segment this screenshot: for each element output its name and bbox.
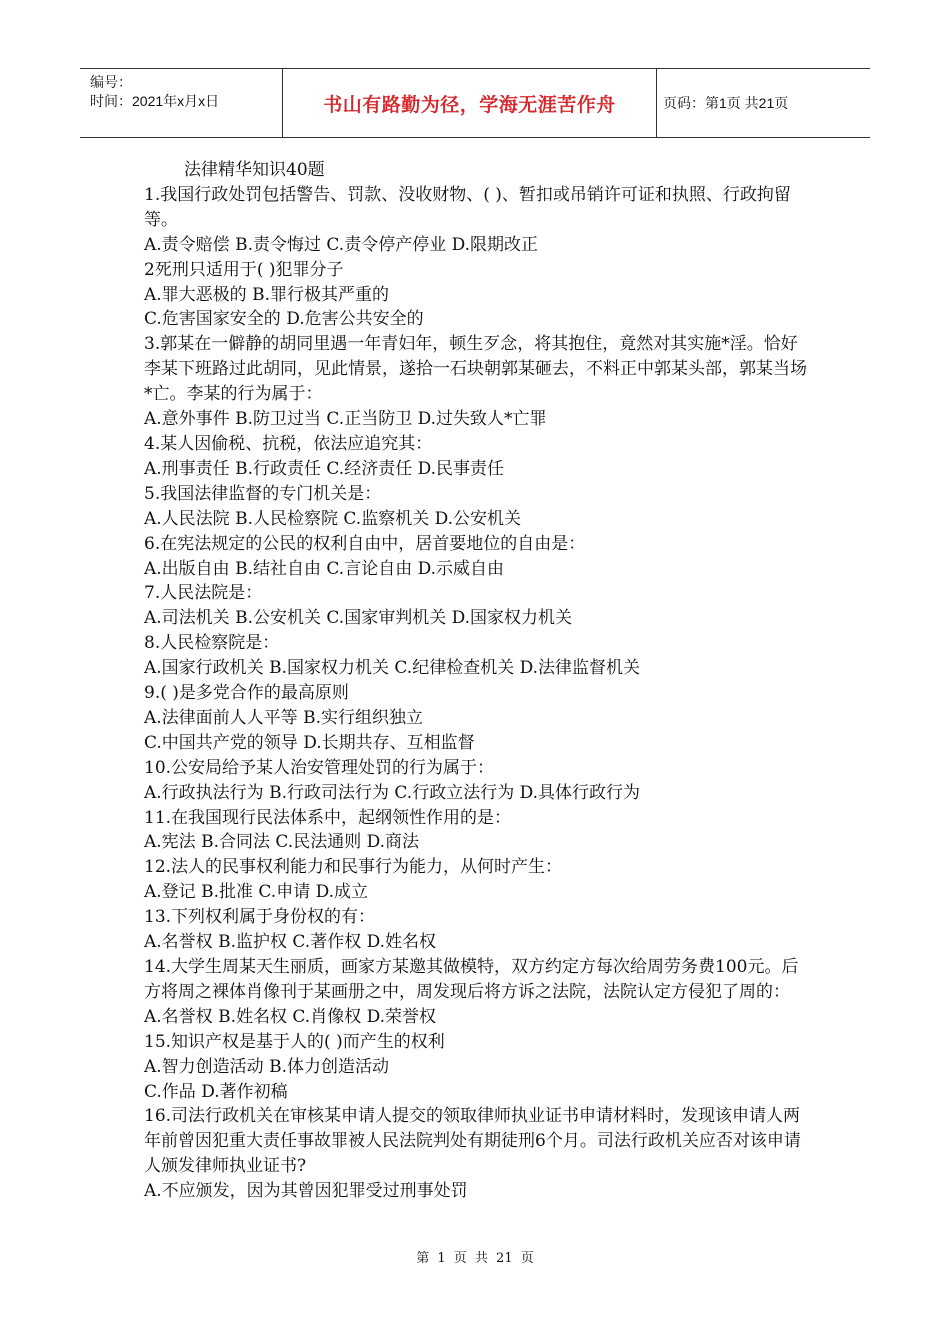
page-footer: 第 1 页 共 21 页 [416, 1251, 534, 1266]
document-date-label: 时间：2021年x月x日 [90, 93, 220, 109]
answer-options: A.司法机关 B.公安机关 C.国家审判机关 D.国家权力机关 [144, 608, 573, 629]
question-text: 2死刑只适用于( )犯罪分子 [144, 259, 344, 280]
question-text: 15.知识产权是基于人的( )而产生的权利 [144, 1031, 445, 1052]
answer-options: A.名誉权 B.姓名权 C.肖像权 D.荣誉权 [144, 1006, 437, 1027]
answer-options: C.危害国家安全的 D.危害公共安全的 [144, 309, 424, 330]
answer-options: A.责令赔偿 B.责令悔过 C.责令停产停业 D.限期改正 [144, 234, 539, 255]
document-body [144, 158, 814, 1204]
answer-options: A.登记 B.批准 C.申请 D.成立 [144, 882, 369, 903]
answer-options: A.不应颁发，因为其曾因犯罪受过刑事处罚 [144, 1181, 468, 1202]
question-text: 10.公安局给予某人治安管理处罚的行为属于： [144, 757, 495, 778]
answer-options: A.名誉权 B.监护权 C.著作权 D.姓名权 [144, 932, 437, 953]
answer-options: A.刑事责任 B.行政责任 C.经济责任 D.民事责任 [144, 458, 505, 479]
answer-options: A.人民法院 B.人民检察院 C.监察机关 D.公安机关 [144, 508, 522, 529]
answer-options: A.罪大恶极的 B.罪行极其严重的 [144, 284, 389, 305]
question-text: 9.( )是多党合作的最高原则 [144, 683, 349, 704]
answer-options: A.宪法 B.合同法 C.民法通则 D.商法 [144, 832, 420, 853]
answer-options: A.国家行政机关 B.国家权力机关 C.纪律检查机关 D.法律监督机关 [144, 658, 641, 679]
header-motto: 书山有路勤为径，学海无涯苦作舟 [323, 93, 616, 116]
question-text: 7.人民法院是： [144, 583, 263, 604]
answer-options: C.中国共产党的领导 D.长期共存、互相监督 [144, 732, 475, 753]
header-page-cell [657, 69, 870, 137]
answer-options: A.法律面前人人平等 B.实行组织独立 [144, 707, 423, 728]
question-text: 5.我国法律监督的专门机关是： [144, 483, 382, 504]
answer-options: A.行政执法行为 B.行政司法行为 C.行政立法行为 D.具体行政行为 [144, 782, 641, 803]
answer-options: C.作品 D.著作初稿 [144, 1081, 288, 1102]
answer-options: A.意外事件 B.防卫过当 C.正当防卫 D.过失致人*亡罪 [144, 409, 547, 430]
header-meta-cell [80, 69, 283, 137]
question-text: 11.在我国现行民法体系中，起纲领性作用的是： [144, 807, 512, 828]
question-text: 12.法人的民事权利能力和民事行为能力，从何时产生： [144, 857, 563, 878]
answer-options: A.出版自由 B.结社自由 C.言论自由 D.示威自由 [144, 558, 505, 579]
question-text: 13.下列权利属于身份权的有： [144, 907, 376, 928]
document-header [80, 68, 870, 138]
question-text: 3.郭某在一僻静的胡同里遇一年青妇年，顿生歹念，将其抱住，竟然对其实施*淫。恰好李某下班路过此胡同，见此情景，遂拾一石块朝郭某砸去，不料正中郭某头部，郭某当场*亡。李某的行为属于： [144, 334, 807, 405]
question-text: 8.人民检察院是： [144, 633, 280, 654]
question-text: 16.司法行政机关在审核某申请人提交的领取律师执业证书申请材料时，发现该申请人两年前曾因犯重大责任事故罪被人民法院判处有期徒刑6个月。司法行政机关应否对该申请人颁发律师执业证书? [144, 1106, 801, 1177]
question-text: 14.大学生周某天生丽质，画家方某邀其做模特，双方约定方每次给周劳务费100元。后方将周之裸体肖像刊于某画册之中，周发现后将方诉之法院，法院认定方侵犯了周的： [144, 957, 799, 1002]
header-motto-cell [283, 69, 657, 137]
question-text: 6.在宪法规定的公民的权利自由中，居首要地位的自由是： [144, 533, 586, 554]
question-text: 4.某人因偷税、抗税，依法应追究其： [144, 433, 433, 454]
document-title: 法律精华知识40题 [184, 160, 325, 180]
question-text: 1.我国行政处罚包括警告、罚款、没收财物、( )、暂扣或吊销许可证和执照、行政拘留等。 [144, 184, 791, 230]
document-number-label: 编号： [90, 74, 132, 90]
answer-options: A.智力创造活动 B.体力创造活动 [144, 1056, 389, 1077]
header-page-info: 页码：第1页 共21页 [663, 95, 789, 111]
